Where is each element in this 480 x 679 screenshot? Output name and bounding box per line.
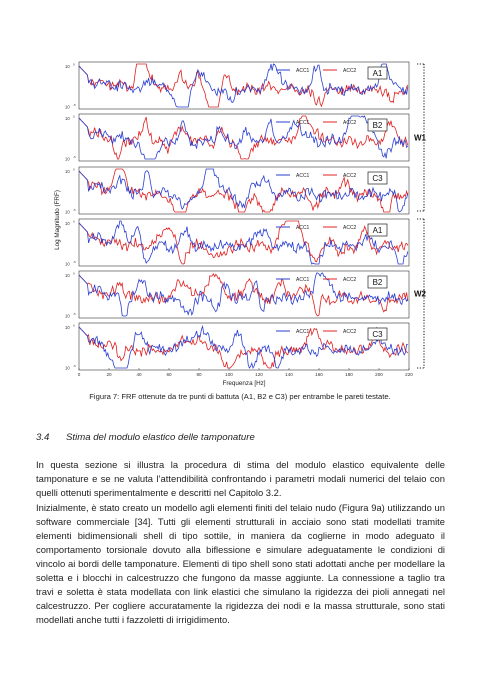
ytick-bottom-label: 10 bbox=[65, 313, 70, 319]
xtick-label: 0 bbox=[77, 372, 81, 377]
panel-frame bbox=[79, 271, 409, 318]
ytick-bottom-label: 10 bbox=[65, 104, 70, 110]
legend-acc1-label: ACC1 bbox=[296, 277, 310, 283]
acc1-series-line bbox=[79, 273, 408, 316]
xtick-label: 40 bbox=[136, 372, 142, 377]
legend-acc2-label: ACC2 bbox=[343, 120, 357, 126]
x-axis-label: Frequenza [Hz] bbox=[222, 380, 266, 387]
panel-label: A1 bbox=[372, 69, 383, 78]
ytick-bottom-label: 10 bbox=[65, 261, 70, 267]
xtick-label: 100 bbox=[225, 372, 233, 377]
ytick-top-label: 10 bbox=[65, 116, 70, 121]
acc1-series-line bbox=[79, 326, 408, 368]
panel-frame bbox=[79, 62, 409, 109]
panel-label: C3 bbox=[372, 174, 383, 183]
xtick-label: 200 bbox=[375, 372, 383, 377]
xtick-label: 120 bbox=[255, 372, 263, 377]
panel-label: B2 bbox=[372, 278, 383, 287]
frf-panel-2 bbox=[65, 114, 409, 162]
section-heading bbox=[36, 432, 255, 443]
xtick-label: 60 bbox=[166, 372, 172, 377]
acc2-series-line bbox=[79, 64, 408, 107]
acc1-series-line bbox=[79, 116, 408, 159]
legend-acc1-label: ACC1 bbox=[296, 68, 310, 74]
acc2-series-line bbox=[79, 169, 408, 212]
y-axis-label: Log Magnitudo (FRF) bbox=[54, 190, 61, 250]
ytick-bottom-exp: -5 bbox=[73, 155, 76, 159]
frf-panel-4 bbox=[65, 219, 409, 267]
ytick-bottom-exp: -5 bbox=[73, 260, 76, 264]
ytick-top-label: 10 bbox=[65, 221, 70, 226]
legend-acc2-label: ACC2 bbox=[343, 173, 357, 179]
xtick-label: 20 bbox=[106, 372, 112, 377]
ytick-bottom-exp: -5 bbox=[73, 208, 76, 212]
ytick-top-label: 10 bbox=[65, 325, 70, 330]
group-label: W2 bbox=[414, 289, 426, 299]
ytick-top-exp: 0 bbox=[73, 271, 75, 276]
acc1-series-line bbox=[79, 64, 408, 107]
figure-caption: Figura 7: FRF ottenute da tre punti di battuta (A1, B2 e C3) per entrambe le pareti testate. bbox=[89, 392, 391, 401]
ytick-bottom-label: 10 bbox=[65, 156, 70, 162]
legend-acc2-label: ACC2 bbox=[343, 329, 357, 335]
ytick-top-exp: 0 bbox=[73, 219, 75, 224]
ytick-top-exp: 0 bbox=[73, 62, 75, 67]
legend-acc1-label: ACC1 bbox=[296, 120, 310, 126]
ytick-bottom-label: 10 bbox=[65, 209, 70, 215]
frf-panel-6 bbox=[65, 323, 409, 371]
group-label: W1 bbox=[414, 133, 426, 143]
section-number: 3.4 bbox=[36, 432, 50, 443]
ytick-bottom-exp: -5 bbox=[73, 103, 76, 107]
ytick-top-exp: 0 bbox=[73, 114, 75, 119]
legend-acc1-label: ACC1 bbox=[296, 173, 310, 179]
ytick-top-label: 10 bbox=[65, 64, 70, 69]
legend-acc2-label: ACC2 bbox=[343, 225, 357, 231]
section-title: Stima del modulo elastico delle tamponature bbox=[66, 432, 255, 443]
panel-label: B2 bbox=[372, 121, 383, 130]
legend-acc2-label: ACC2 bbox=[343, 68, 357, 74]
legend-acc1-label: ACC1 bbox=[296, 225, 310, 231]
ytick-top-label: 10 bbox=[65, 169, 70, 174]
paragraph-intro: In questa sezione si illustra la procedura di stima del modulo elastico equivalente delle tamponature e se ne valuta l’attendibilità confrontando i parametri modali numerici del telaio con quelli ottenuti sperimentalmente e descritti nel Capitolo 3.2. bbox=[36, 459, 445, 498]
ytick-bottom-exp: -5 bbox=[73, 312, 76, 316]
acc2-series-line bbox=[79, 274, 408, 316]
legend-acc1-label: ACC1 bbox=[296, 329, 310, 335]
xtick-label: 80 bbox=[196, 372, 202, 377]
xtick-label: 160 bbox=[315, 372, 323, 377]
panel-label: C3 bbox=[372, 330, 383, 339]
group-w2 bbox=[414, 219, 427, 368]
ytick-top-exp: 0 bbox=[73, 323, 75, 328]
group-w1 bbox=[414, 64, 427, 211]
xtick-label: 220 bbox=[405, 372, 413, 377]
xtick-label: 140 bbox=[285, 372, 293, 377]
frf-panel-3 bbox=[65, 167, 409, 215]
frf-panel-5 bbox=[65, 271, 409, 319]
ytick-bottom-label: 10 bbox=[65, 365, 70, 371]
xtick-label: 180 bbox=[345, 372, 353, 377]
ytick-bottom-exp: -5 bbox=[73, 364, 76, 368]
paragraph-model: Inizialmente, è stato creato un modello agli elementi finiti del telaio nudo (Figura 9a) utilizzando un software commerciale [34]. Tutti gli elementi strutturali in acciaio sono stati modellati tramite elementi bidimensionali shell di tipo sottile, in maniera da coglierne in modo adeguato il comportamento torsionale dovuto alla biflessione e simulare adeguatamente le condizioni di vincolo ai bordi delle tamponature. Elementi di tipo shell sono stati adottati anche per modellare la soletta e i blocchi in calcestruzzo che fungono da masse aggiunte. La connessione a taglio tra travi e soletta è stata modellata con link elastici che simulano la rigidezza dei pioli annegati nel calcestruzzo. Per cogliere accuratamente la rigidezza dei nodi e la massa strutturale, sono stati modellati anche tutti i fazzoletti di irrigidimento. bbox=[36, 502, 445, 625]
ytick-top-label: 10 bbox=[65, 273, 70, 278]
panel-label: A1 bbox=[372, 226, 383, 235]
frf-panel-1 bbox=[65, 62, 409, 110]
ytick-top-exp: 0 bbox=[73, 167, 75, 172]
legend-acc2-label: ACC2 bbox=[343, 277, 357, 283]
